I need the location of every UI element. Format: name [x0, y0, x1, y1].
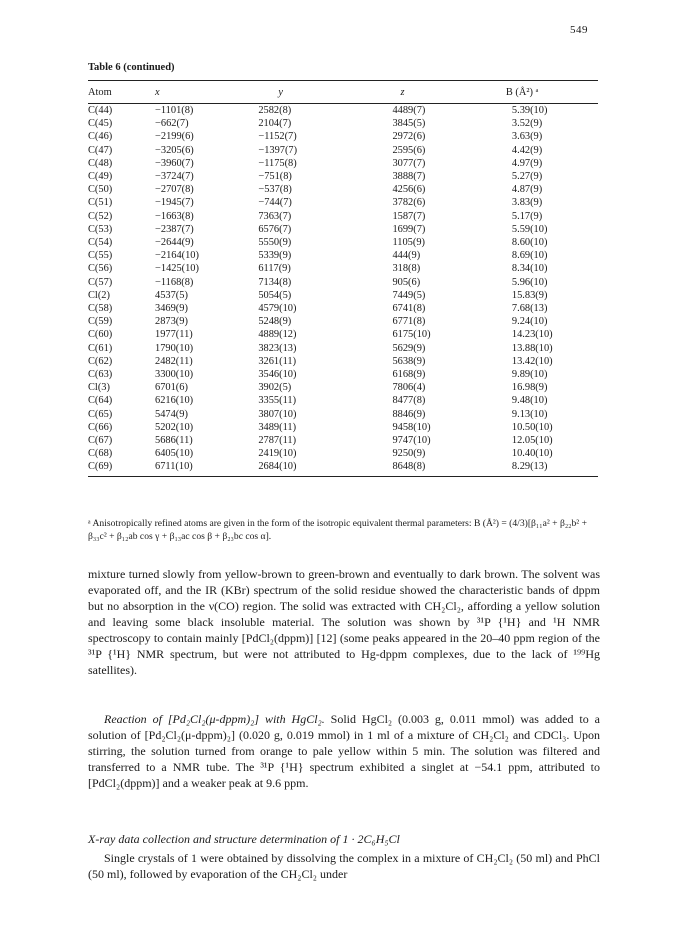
cell-atom: C(63): [88, 369, 113, 381]
cell-z: 9458(10): [392, 421, 431, 433]
cell-atom: C(56): [88, 263, 113, 275]
table-row: [88, 117, 598, 130]
cell-atom: C(58): [88, 303, 113, 315]
cell-z: 3077(7): [392, 157, 426, 169]
table-caption: Table 6 (continued): [88, 62, 175, 73]
cell-y: 5339(9): [258, 250, 292, 262]
cell-y: 2787(11): [258, 435, 297, 447]
cell-b: 4.87(9): [511, 184, 543, 196]
table-row: [88, 210, 598, 223]
cell-atom: C(46): [88, 131, 113, 143]
cell-atom: C(66): [88, 421, 113, 433]
table-row: [88, 223, 598, 236]
header-b: B (Å²) ᵃ: [480, 81, 598, 104]
table-row: [88, 144, 598, 157]
cell-b: 5.27(9): [511, 171, 543, 183]
cell-atom: C(51): [88, 197, 113, 209]
table-row: [88, 196, 598, 209]
cell-b: 13.42(10): [511, 355, 553, 367]
cell-y: 7134(8): [258, 276, 292, 288]
cell-b: 5.96(10): [511, 276, 548, 288]
cell-z: 5629(9): [392, 342, 426, 354]
cell-x: 2482(11): [155, 355, 193, 367]
cell-x: 3469(9): [155, 303, 188, 315]
cell-x: 1977(11): [155, 329, 193, 341]
cell-y: 3807(10): [258, 408, 297, 420]
cell-y: 6117(9): [258, 263, 291, 275]
cell-b: 3.83(9): [511, 197, 543, 209]
cell-atom: C(59): [88, 316, 113, 328]
cell-x: 4537(5): [155, 289, 188, 301]
cell-b: 8.60(10): [511, 237, 548, 249]
cell-b: 9.24(10): [511, 316, 548, 328]
cell-x: 6216(10): [155, 395, 194, 407]
cell-z: 8648(8): [354, 460, 479, 476]
cell-atom: C(45): [88, 118, 113, 130]
table-row: [88, 262, 598, 275]
table-row: [88, 434, 598, 447]
table-row: [88, 328, 598, 341]
table-row: [88, 183, 598, 196]
cell-z: 8846(9): [392, 408, 426, 420]
cell-y: 5054(5): [258, 289, 292, 301]
cell-b: 15.83(9): [511, 289, 548, 301]
cell-b: 8.29(13): [480, 460, 598, 476]
table-row: [88, 236, 598, 249]
table-row: [88, 368, 598, 381]
header-x: x: [141, 81, 230, 104]
cell-atom: C(47): [88, 144, 113, 156]
table-header-row: [88, 81, 598, 104]
cell-b: 12.05(10): [511, 435, 553, 447]
cell-b: 4.42(9): [511, 144, 543, 156]
cell-atom: C(61): [88, 342, 113, 354]
cell-z: 9747(10): [392, 435, 431, 447]
cell-x: 3300(10): [155, 369, 194, 381]
cell-x: −2387(7): [155, 223, 194, 235]
cell-z: 7449(5): [392, 289, 426, 301]
section-heading: X-ray data collection and structure determination of 1 · 2C₆H₅Cl: [88, 832, 400, 846]
table-row: [88, 157, 598, 170]
cell-y: −1175(8): [258, 157, 297, 169]
table-row: [88, 342, 598, 355]
cell-y: −744(7): [258, 197, 292, 209]
cell-b: 14.23(10): [511, 329, 553, 341]
table-row: [88, 394, 598, 407]
header-atom: Atom: [88, 81, 141, 104]
cell-b: 13.88(10): [511, 342, 553, 354]
cell-y: 3823(13): [258, 342, 297, 354]
cell-x: −3205(6): [155, 144, 194, 156]
cell-z: 3845(5): [392, 118, 426, 130]
cell-x: −1101(8): [155, 105, 194, 116]
cell-x: 6405(10): [155, 448, 194, 460]
cell-x: 2873(9): [155, 316, 188, 328]
table-row: [88, 447, 598, 460]
cell-atom: C(65): [88, 408, 113, 420]
cell-atom: C(55): [88, 250, 113, 262]
cell-atom: C(54): [88, 237, 113, 249]
cell-x: −2707(8): [155, 184, 194, 196]
cell-y: −537(8): [258, 184, 292, 196]
table-row: [88, 355, 598, 368]
cell-x: 6701(6): [155, 382, 188, 394]
cell-y: 6576(7): [258, 223, 292, 235]
cell-atom: C(49): [88, 171, 113, 183]
cell-b: 3.52(9): [511, 118, 543, 130]
cell-z: 2595(6): [392, 144, 426, 156]
cell-atom: C(50): [88, 184, 113, 196]
cell-b: 10.50(10): [511, 421, 553, 433]
cell-b: 8.69(10): [511, 250, 548, 262]
cell-z: 2972(6): [392, 131, 426, 143]
paragraph-1: mixture turned slowly from yellow-brown to green-brown and eventually to dark brown. The solvent was evaporated off, and the IR (KBr) spectrum of the solid residue showed the characteristic bands of dppm but no absorption in the ν(CO) region. The solid was extracted with CH₂Cl₂, affording a yellow solution and leaving some black insoluble material. The solution was shown by ³¹P {¹H} and ¹H NMR spectroscopy to contain mainly [PdCl₂(dppm)] [12] (some peaks appeared in the 20–40 ppm region of the ³¹P {¹H} NMR spectrum, but were not attributed to Hg-dppm complexes, due to the lack of ¹⁹⁹Hg satellites).: [88, 567, 600, 677]
cell-x: −2644(9): [155, 237, 194, 249]
cell-y: 3489(11): [258, 421, 297, 433]
cell-y: 2684(10): [230, 460, 354, 476]
cell-b: 4.97(9): [511, 157, 543, 169]
cell-z: 6175(10): [392, 329, 431, 341]
cell-z: 1587(7): [392, 210, 426, 222]
cell-x: −1425(10): [155, 263, 199, 275]
cell-z: 1105(9): [392, 237, 425, 249]
table-row: [88, 276, 598, 289]
page-number: 549: [570, 24, 588, 36]
cell-z: 3782(6): [392, 197, 426, 209]
paragraph-2-text: Solid HgCl₂ (0.003 g, 0.011 mmol) was added to a solution of [Pd₂Cl₂(μ-dppm)₂] (0.020 g, 0.019 mmol) in 1 ml of a mixture of CH₂Cl₂ and CDCl₃. Upon stirring, the solution turned from orange to pale yellow within 5 min. The solution was filtered and transferred to a NMR tube. The ³¹P {¹H} spectrum exhibited a singlet at −54.1 ppm, attributed to [PdCl₂(dppm)] and a weaker peak at 9.6 ppm.: [88, 712, 600, 790]
coordinates-table: [88, 80, 598, 477]
cell-atom: C(62): [88, 355, 113, 367]
table-body: [88, 104, 598, 477]
table-row: [88, 408, 598, 421]
cell-atom: C(67): [88, 435, 113, 447]
cell-atom: Cl(2): [88, 289, 110, 301]
header-y: y: [230, 81, 354, 104]
paragraph-3: Single crystals of 1 were obtained by dissolving the complex in a mixture of CH₂Cl₂ (50 ml) and PhCl (50 ml), followed by evaporation of the CH₂Cl₂ under: [88, 851, 600, 881]
cell-atom: C(64): [88, 395, 113, 407]
cell-x: 6711(10): [141, 460, 230, 476]
cell-z: 6741(8): [392, 303, 426, 315]
cell-y: −751(8): [258, 171, 292, 183]
cell-z: 5638(9): [392, 355, 426, 367]
table-row: [88, 170, 598, 183]
cell-y: 5550(9): [258, 237, 292, 249]
cell-y: 3355(11): [258, 395, 297, 407]
cell-z: 4489(7): [392, 105, 426, 116]
cell-b: 3.63(9): [511, 131, 543, 143]
cell-b: 5.59(10): [511, 223, 548, 235]
cell-z: 9250(9): [392, 448, 426, 460]
cell-x: −2164(10): [155, 250, 199, 262]
cell-y: 5248(9): [258, 316, 292, 328]
cell-x: −662(7): [155, 118, 189, 130]
cell-x: 1790(10): [155, 342, 194, 354]
cell-atom: C(57): [88, 276, 113, 288]
cell-y: −1152(7): [258, 131, 297, 143]
cell-b: 10.40(10): [511, 448, 553, 460]
cell-y: 2419(10): [258, 448, 297, 460]
cell-b: 16.98(9): [511, 382, 548, 394]
table-row: [88, 460, 598, 476]
cell-y: 3261(11): [258, 355, 297, 367]
cell-x: −1945(7): [155, 197, 194, 209]
cell-y: 3902(5): [258, 382, 292, 394]
cell-x: 5474(9): [155, 408, 188, 420]
cell-b: 9.48(10): [511, 395, 548, 407]
cell-z: 8477(8): [392, 395, 426, 407]
cell-x: −3960(7): [155, 157, 194, 169]
cell-b: 5.39(10): [511, 105, 548, 116]
cell-z: 6771(8): [392, 316, 426, 328]
cell-atom: C(60): [88, 329, 113, 341]
cell-y: 3546(10): [258, 369, 297, 381]
cell-y: 4579(10): [258, 303, 297, 315]
cell-b: 8.34(10): [511, 263, 548, 275]
paragraph-2-title: Reaction of [Pd₂Cl₂(μ-dppm)₂] with HgCl₂.: [104, 712, 325, 726]
cell-x: 5202(10): [155, 421, 194, 433]
cell-z: 7806(4): [392, 382, 426, 394]
cell-z: 444(9): [392, 250, 421, 262]
table-row: [88, 302, 598, 315]
table-row: [88, 421, 598, 434]
cell-atom: C(48): [88, 157, 113, 169]
cell-b: 9.89(10): [511, 369, 548, 381]
cell-atom: C(44): [88, 105, 113, 116]
table-row: [88, 130, 598, 143]
cell-z: 6168(9): [392, 369, 426, 381]
cell-z: 3888(7): [392, 171, 426, 183]
cell-atom: C(53): [88, 223, 113, 235]
cell-b: 9.13(10): [511, 408, 548, 420]
table-row: [88, 315, 598, 328]
cell-atom: C(68): [88, 448, 113, 460]
cell-x: 5686(11): [155, 435, 193, 447]
cell-y: 2104(7): [258, 118, 292, 130]
cell-y: 7363(7): [258, 210, 292, 222]
table-row: [88, 289, 598, 302]
cell-x: −1168(8): [155, 276, 194, 288]
cell-b: 7.68(13): [511, 303, 548, 315]
table-row: [88, 249, 598, 262]
cell-z: 1699(7): [392, 223, 426, 235]
header-z: z: [354, 81, 479, 104]
coordinates-table-wrap: [88, 80, 598, 477]
paragraph-2: [88, 711, 600, 791]
table-row: [88, 104, 598, 118]
table-footnote: ᵃ Anisotropically refined atoms are given in the form of the isotropic equivalent thermal parameters: B (Å²) = (4/3)[β₁₁a² + β₂₂b² + β₃₃c² + β₁₂ab cos γ + β₁₃ac cos β + β₂₃bc cos α].: [88, 518, 587, 542]
cell-x: −1663(8): [155, 210, 194, 222]
cell-z: 905(6): [392, 276, 421, 288]
cell-y: 4889(12): [258, 329, 297, 341]
cell-y: 2582(8): [258, 105, 292, 116]
cell-y: −1397(7): [258, 144, 298, 156]
cell-z: 318(8): [392, 263, 421, 275]
cell-atom: C(52): [88, 210, 113, 222]
table-row: [88, 381, 598, 394]
cell-atom: C(69): [88, 460, 141, 476]
cell-z: 4256(6): [392, 184, 426, 196]
cell-atom: Cl(3): [88, 382, 110, 394]
cell-b: 5.17(9): [511, 210, 543, 222]
cell-x: −3724(7): [155, 171, 194, 183]
cell-x: −2199(6): [155, 131, 194, 143]
